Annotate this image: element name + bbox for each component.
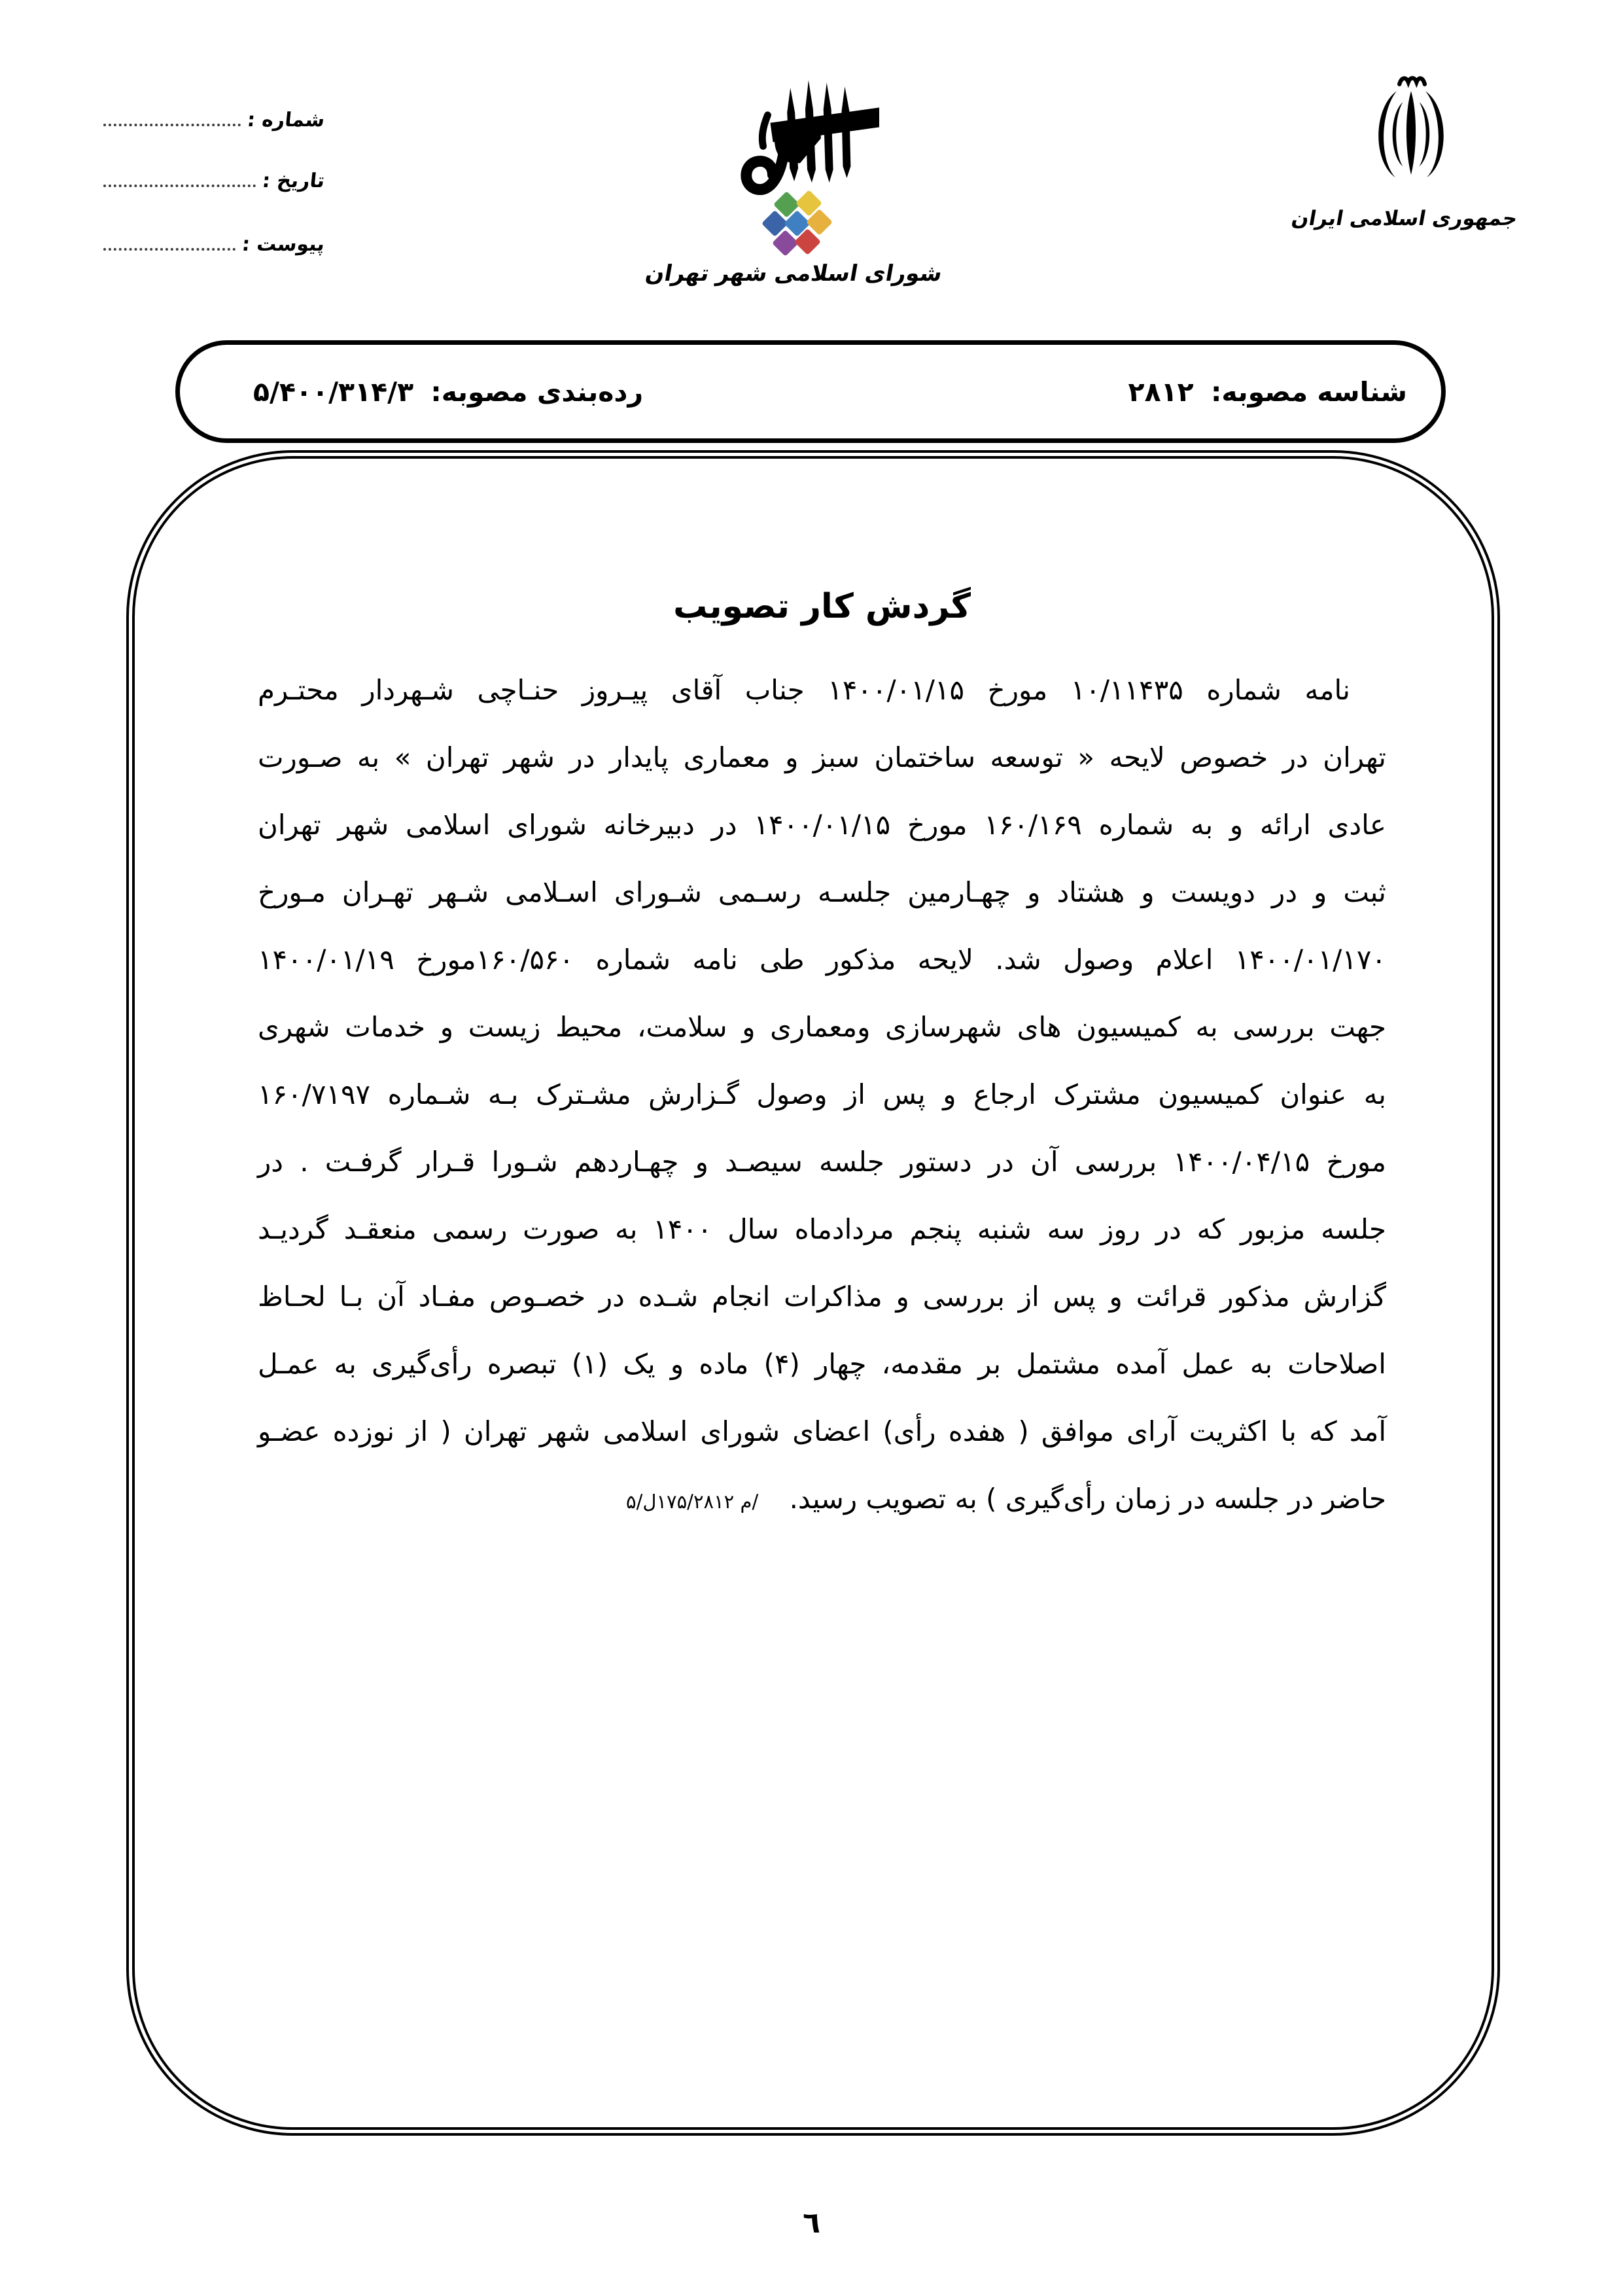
body-line: جلسه مزبور که در روز سه شنبه پنجم مردادماه سال ۱۴۰۰ به صورت رسمی منعقـد گردیـد bbox=[258, 1213, 1386, 1245]
date-field-label: تاریخ : bbox=[261, 169, 326, 192]
document-paragraph bbox=[258, 656, 1386, 1536]
date-field bbox=[103, 156, 324, 192]
body-line: ۱۴۰۰/۰۱/۱۷۰ اعلام وصول شد. لایحه مذکور طی نامه شماره ۱۶۰/۵۶۰مورخ ۱۴۰۰/۰۱/۱۹ bbox=[258, 944, 1386, 976]
number-field-dotted-line bbox=[103, 124, 241, 126]
iran-emblem-caption: جمهوری اسلامی ایران bbox=[1289, 207, 1520, 230]
body-line bbox=[258, 1465, 1386, 1536]
council-logo-calligraphy-icon bbox=[730, 73, 879, 213]
document-body bbox=[258, 453, 1386, 1536]
document-frame bbox=[126, 450, 1500, 2136]
iran-emblem-icon bbox=[1353, 73, 1469, 190]
reference-code: /م ۱۷۵/۲۸۱۲ل/۵ bbox=[626, 1491, 759, 1513]
body-line: تهران در خصوص لایحه « توسعه ساختمان سبز و معماری پایدار در شهر تهران » به صـورت bbox=[258, 741, 1386, 773]
body-line: عادی ارائه و به شماره ۱۶۰/۱۶۹ مورخ ۱۴۰۰/۰۱/۱۵ در دبیرخانه شورای اسلامی شهر تهران bbox=[258, 809, 1386, 841]
body-line: اصلاحات به عمل آمده مشتمل بر مقدمه، چهار (۴) ماده و یک (۱) تبصره رأی‌گیری به عمـل bbox=[258, 1348, 1386, 1380]
attachment-field bbox=[103, 219, 324, 256]
body-line: آمد که با اکثریت آرای موافق ( هفده رأی) اعضای شورای اسلامی شهر تهران ( از نوزده عضـو bbox=[258, 1415, 1386, 1447]
body-line: جهت بررسی به کمیسیون های شهرسازی ومعماری و سلامت، محیط زیست و خدمات شهری bbox=[258, 1011, 1386, 1043]
number-field bbox=[103, 95, 324, 132]
council-logo-tiles-icon bbox=[763, 194, 836, 264]
body-line: نامه شماره ۱۰/۱۱۴۳۵ مورخ ۱۴۰۰/۰۱/۱۵ جناب آقای پیـروز حنـاچی شـهردار محتـرم bbox=[258, 674, 1350, 706]
attachment-field-dotted-line bbox=[103, 248, 236, 251]
approval-id bbox=[1128, 376, 1407, 408]
body-line: به عنوان کمیسیون مشترک ارجاع و پس از وصول گـزارش مشـترک بـه شـماره ۱۶۰/۷۱۹۷ bbox=[258, 1078, 1386, 1110]
date-field-dotted-line bbox=[103, 185, 256, 187]
approval-classification-label: رده‌بندی مصوبه: bbox=[430, 376, 644, 408]
approval-id-label: شناسه مصوبه: bbox=[1210, 376, 1407, 408]
body-line-text: حاضر در جلسه در زمان رأی‌گیری ) به تصویب رسید. bbox=[789, 1483, 1386, 1515]
approval-id-value: ۲۸۱۲ bbox=[1128, 376, 1194, 408]
document-title: گردش کار تصویب bbox=[673, 587, 971, 626]
attachment-field-label: پیوست : bbox=[241, 233, 326, 256]
body-line: ثبت و در دویست و هشتاد و چهـارمین جلسـه رسـمی شـورای اسـلامی شـهر تهـران مـورخ bbox=[258, 876, 1386, 908]
body-line: مورخ ۱۴۰۰/۰۴/۱۵ بررسی آن در دستور جلسه سیصـد و چهـاردهم شـورا قـرار گرفـت . در bbox=[258, 1146, 1386, 1178]
page-number: ٦ bbox=[803, 2206, 820, 2240]
number-field-label: شماره : bbox=[245, 109, 326, 132]
body-line: گزارش مذکور قرائت و پس از بررسی و مذاکرات انجام شـده در خصـوص مفـاد آن بـا لحـاظ bbox=[258, 1280, 1386, 1313]
approval-header-bar bbox=[175, 340, 1446, 443]
council-logo-caption: شورای اسلامی شهر تهران bbox=[643, 260, 945, 287]
approval-classification-value: ۵/۴۰۰/۳۱۴/۳ bbox=[253, 376, 414, 408]
approval-classification bbox=[253, 376, 643, 408]
